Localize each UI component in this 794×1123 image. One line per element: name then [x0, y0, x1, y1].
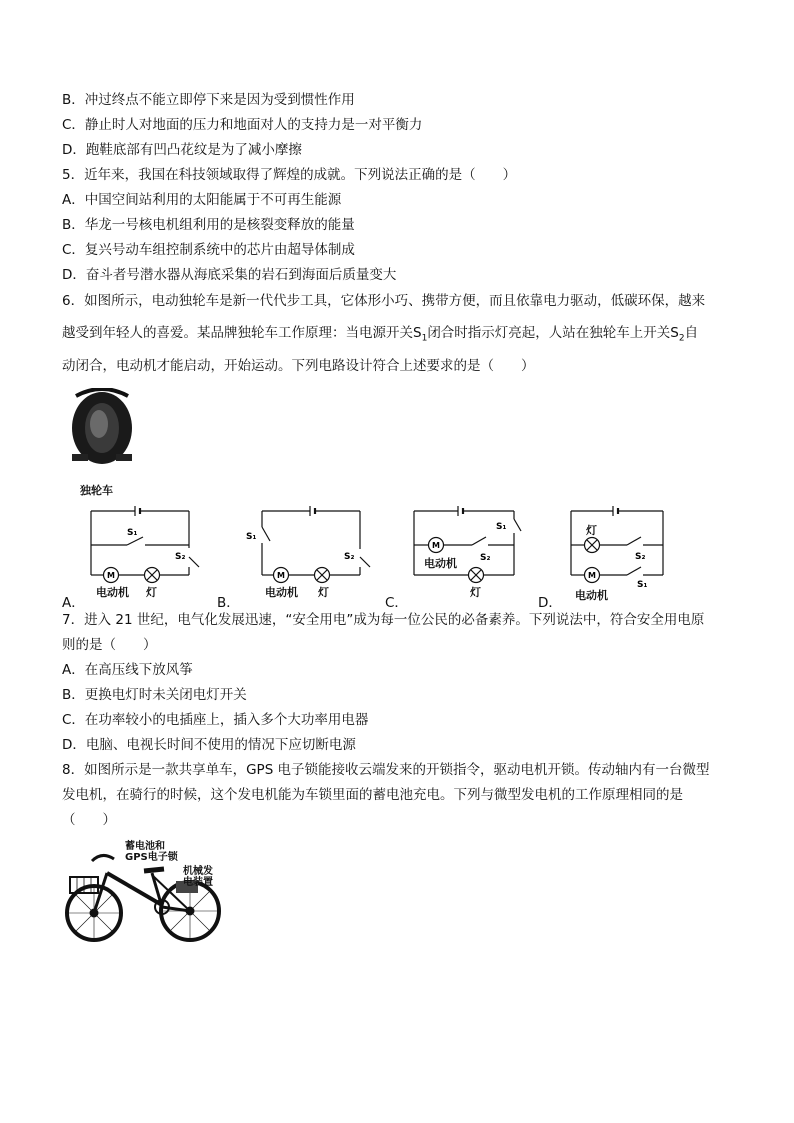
q7-stem-line2: 则的是（ ） [62, 637, 157, 653]
bike-label-generator-line2: 电装置 [183, 877, 213, 888]
q8-stem-line2: 发电机，在骑行的时候，这个发电机能为车锁里面的蓄电池充电。下列与微型发电机的工作原理相同的是 [62, 787, 683, 803]
circuit-a-s1-label: S₁ [127, 528, 138, 538]
circuit-a-lamp-caption: 灯 [146, 586, 157, 599]
circuit-d-motor-symbol: M [588, 571, 596, 580]
q7-option-c: C．在功率较小的电插座上，插入多个大功率用电器 [62, 712, 369, 728]
circuit-c-lamp-caption: 灯 [470, 586, 481, 599]
q5-option-c: C．复兴号动车组控制系统中的芯片由超导体制成 [62, 242, 355, 258]
circuit-c [408, 505, 523, 590]
q7-option-d: D．电脑、电视长时间不使用的情况下应切断电源 [62, 737, 356, 753]
circuit-c-motor-caption: 电动机 [424, 557, 457, 570]
bike-label-generator-line1: 机械发 [183, 866, 213, 877]
q7-stem-line1: 7．进入 21 世纪，电气化发展迅速，“安全用电”成为每一位公民的必备素养。下列说法中，符合安全用电原 [62, 612, 705, 628]
q6-stem-part-a: 越受到年轻人的喜爱。某品牌独轮车工作原理：当电源开关S [62, 325, 422, 341]
q6-stem-part-e: 自 [684, 325, 699, 341]
unicycle-caption: 独轮车 [80, 484, 113, 497]
q8-stem-line3: （ ） [62, 812, 116, 828]
circuit-c-s2-label: S₂ [480, 553, 491, 563]
q4-option-d: D．跑鞋底部有凹凸花纹是为了减小摩擦 [62, 142, 302, 158]
circuit-a-motor-symbol: M [107, 571, 115, 580]
circuit-c-s1-label: S₁ [496, 522, 507, 532]
circuit-c-motor-symbol: M [432, 541, 440, 550]
circuit-a-motor-caption: 电动机 [96, 586, 129, 599]
q8-stem-line1: 8．如图所示是一款共享单车，GPS 电子锁能接收云端发来的开锁指令，驱动电机开锁。传动轴内有一台微型 [62, 762, 710, 778]
circuit-d-s1-label: S₁ [637, 580, 648, 590]
circuit-b-lamp-caption: 灯 [318, 586, 329, 599]
q6-stem-line2 [62, 324, 698, 348]
circuit-b-s1-label: S₁ [246, 532, 257, 542]
q6-stem-line1: 6．如图所示，电动独轮车是新一代代步工具，它体形小巧、携带方便，而且依靠电力驱动，低碳环保，越来 [62, 293, 706, 309]
q4-option-c: C．静止时人对地面的压力和地面对人的支持力是一对平衡力 [62, 117, 423, 133]
bike-label-battery-line2: GPS电子锁 [125, 852, 178, 863]
q7-option-a: A．在高压线下放风筝 [62, 662, 193, 678]
q6-s2-sub: 2 [678, 333, 685, 344]
circuit-a [85, 505, 210, 590]
q5-option-d: D．奋斗者号潜水器从海底采集的岩石到海面后质量变大 [62, 267, 397, 283]
q4-option-b: B．冲过终点不能立即停下来是因为受到惯性作用 [62, 92, 355, 108]
q7-option-b: B．更换电灯时未关闭电灯开关 [62, 687, 247, 703]
q5-stem: 5．近年来，我国在科技领域取得了辉煌的成就。下列说法正确的是（ ） [62, 167, 517, 183]
q5-option-a: A．中国空间站利用的太阳能属于不可再生能源 [62, 192, 342, 208]
circuit-d-lamp-caption: 灯 [586, 524, 597, 537]
q5-option-b: B．华龙一号核电机组利用的是核裂变释放的能量 [62, 217, 355, 233]
q6-stem-part-c: 闭合时指示灯亮起，人站在独轮车上开关S [427, 325, 679, 341]
circuit-d-s2-label: S₂ [635, 552, 646, 562]
circuit-d [565, 505, 675, 590]
circuit-a-s2-label: S₂ [175, 552, 186, 562]
q6-stem-line3: 动闭合，电动机才能启动，开始运动。下列电路设计符合上述要求的是（ ） [62, 358, 535, 374]
circuit-d-motor-caption: 电动机 [575, 589, 608, 602]
circuit-b [240, 505, 375, 590]
option-b-label: B． [217, 595, 240, 611]
option-d-label: D． [538, 595, 562, 611]
bike-label-battery [125, 841, 178, 863]
circuit-b-s2-label: S₂ [344, 552, 355, 562]
bike-label-battery-line1: 蓄电池和 [125, 841, 165, 852]
circuit-b-motor-caption: 电动机 [265, 586, 298, 599]
bike-label-generator [183, 866, 213, 888]
unicycle-figure [66, 388, 136, 483]
option-c-label: C． [385, 595, 408, 611]
circuit-b-motor-symbol: M [277, 571, 285, 580]
q6-s1-sub: 1 [421, 333, 428, 344]
option-a-label: A． [62, 595, 85, 611]
